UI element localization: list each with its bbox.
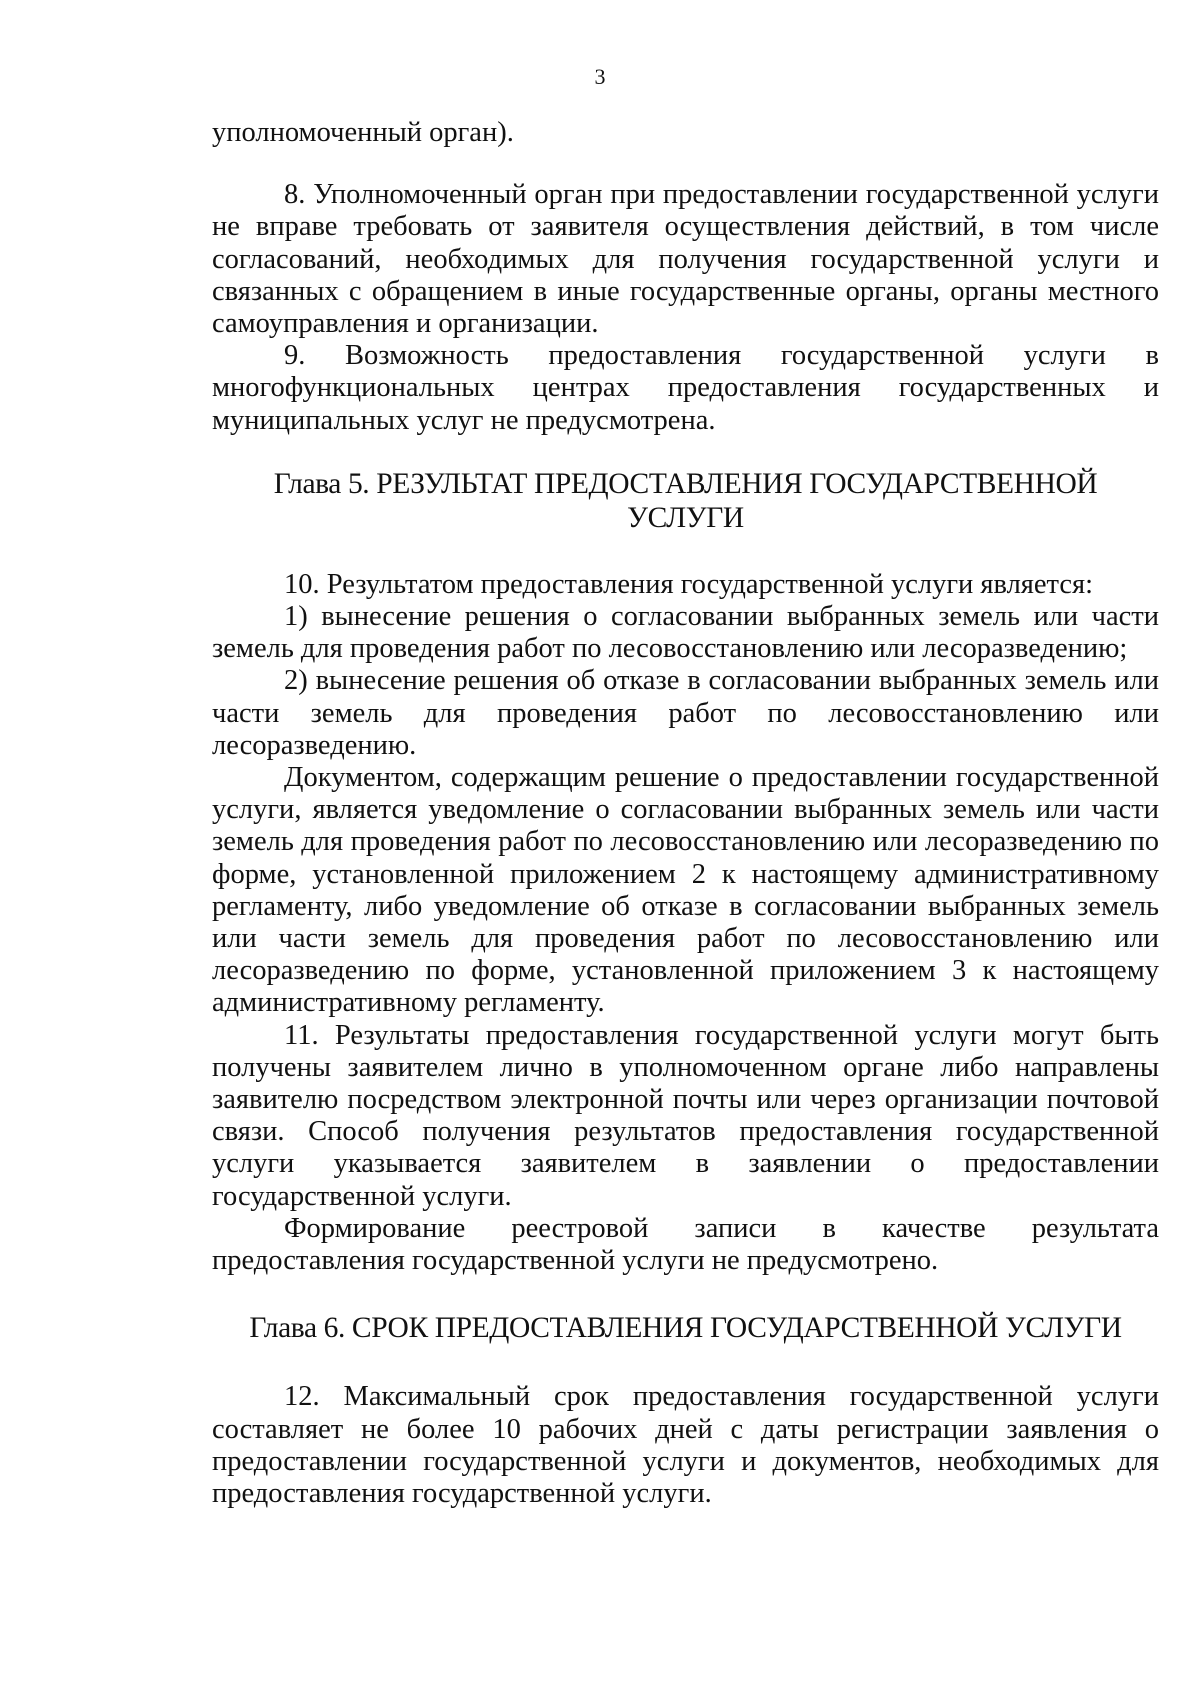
paragraph-8: 8. Уполномоченный орган при предоставлении государственной услуги не вправе требовать от заявителя осуществления действий, в том числе согласований, необходимых для получения государственной услуги и связанных с обращением в иные государственные органы, органы местного самоуправления и организации. bbox=[212, 179, 1159, 340]
page-number: 3 bbox=[594, 64, 606, 89]
paragraph-12: 12. Максимальный срок предоставления государственной услуги составляет не более 10 рабочих дней с даты регистрации заявления о предоставлении государственной услуги и документов, необходимых для предоставления государственной услуги. bbox=[212, 1381, 1159, 1509]
chapter-6-heading: Глава 6. СРОК ПРЕДОСТАВЛЕНИЯ ГОСУДАРСТВЕННОЙ УСЛУГИ bbox=[249, 1312, 1122, 1345]
paragraph-10-item-2: 2) вынесение решения об отказе в согласовании выбранных земель или части земель для проведения работ по лесовосстановлению или лесоразведению. bbox=[212, 665, 1159, 761]
paragraph-10-item-1: 1) вынесение решения о согласовании выбранных земель или части земель для проведения работ по лесовосстановлению или лесоразведению; bbox=[212, 601, 1159, 665]
paragraph-11: 11. Результаты предоставления государственной услуги могут быть получены заявителем лично в уполномоченном органе либо направлены заявителю посредством электронной почты или через организации почтовой связи. Способ получения результатов предоставления государственной услуги указывается заявителем в заявлении о предоставлении государственной услуги. bbox=[212, 1019, 1159, 1212]
paragraph-9: 9. Возможность предоставления государственной услуги в многофункциональных центрах предоставления государственных и муниципальных услуг не предусмотрена. bbox=[212, 340, 1159, 436]
document-body bbox=[212, 117, 1159, 1510]
paragraph-11-registry: Формирование реестровой записи в качестве результата предоставления государственной услуги не предусмотрено. bbox=[212, 1212, 1159, 1277]
chapter-5-heading: Глава 5. РЕЗУЛЬТАТ ПРЕДОСТАВЛЕНИЯ ГОСУДАРСТВЕННОЙ УСЛУГИ bbox=[273, 467, 1098, 534]
paragraph-continuation: уполномоченный орган). bbox=[212, 117, 514, 148]
paragraph-10: 10. Результатом предоставления государственной услуги является: bbox=[284, 568, 1094, 600]
paragraph-10-document: Документом, содержащим решение о предоставлении государственной услуги, является уведомление о согласовании выбранных земель или части земель для проведения работ по лесовосстановлению или лесоразведению по форме, установленной приложением 2 к настоящему административному регламенту, либо уведомление об отказе в согласовании выбранных земель или части земель для проведения работ по лесовосстановлению или лесоразведению по форме, установленной приложением 3 к настоящему административному регламенту. bbox=[212, 762, 1159, 1019]
